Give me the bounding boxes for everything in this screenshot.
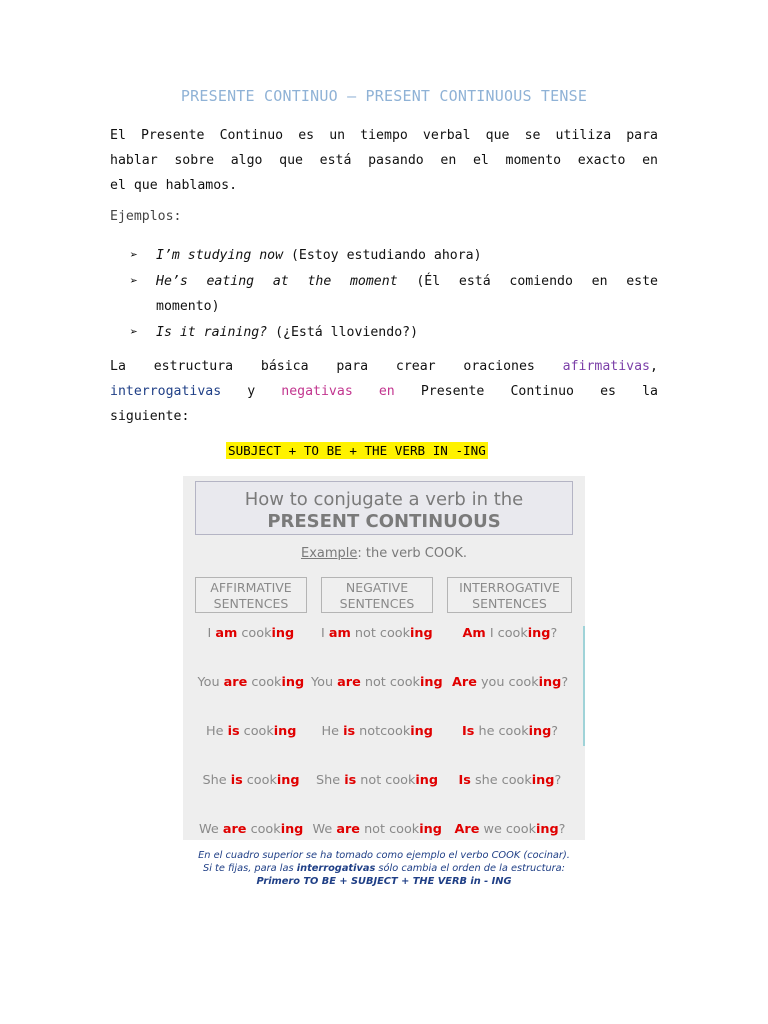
conjugation-cell-aff: We are cooking xyxy=(199,822,304,837)
list-item xyxy=(130,243,658,268)
conjugation-cell-aff: You are cooking xyxy=(197,675,305,690)
conjugation-cell-int: Are we cooking? xyxy=(454,822,566,837)
conjugation-cell-neg: We are not cooking xyxy=(312,822,442,837)
negativas-word: negativas xyxy=(281,384,353,399)
caption-line: Si te fijas, para las interrogativas sólo cambia el orden de la estructura: xyxy=(203,863,565,874)
example-spanish: (¿Está lloviendo?) xyxy=(267,325,419,340)
conjugation-cell-int: Are you cooking? xyxy=(452,675,569,690)
conjugation-cell-neg: She is not cooking xyxy=(316,773,439,788)
list-item xyxy=(130,320,658,345)
afirmativas-word: afirmativas xyxy=(562,359,650,374)
column-header-affirmative: AFFIRMATIVE SENTENCES xyxy=(195,577,307,613)
caption-line: Primero TO BE + SUBJECT + THE VERB in - ING xyxy=(256,876,512,887)
chart-header-line: How to conjugate a verb in the xyxy=(244,489,524,510)
structure-formula: SUBJECT + TO BE + THE VERB IN -ING xyxy=(228,443,486,458)
conjugation-cell-aff: He is cooking xyxy=(206,724,297,739)
intro-paragraph xyxy=(110,123,658,198)
conjugation-cell-int: Is he cooking? xyxy=(462,724,559,739)
chart-header-box xyxy=(195,481,573,535)
caption-line: En el cuadro superior se ha tomado como ejemplo el verbo COOK (cocinar). xyxy=(198,850,570,861)
intro-line: El Presente Continuo es un tiempo verbal que se utiliza para xyxy=(110,128,658,143)
column-header-interrogative: INTERROGATIVE SENTENCES xyxy=(447,577,572,613)
conjugation-cell-int: Is she cooking? xyxy=(458,773,562,788)
conjugation-cell-neg: I am not cooking xyxy=(321,626,433,641)
conjugation-cell-aff: I am cooking xyxy=(207,626,295,641)
conjugation-cell-neg: You are not cooking xyxy=(311,675,443,690)
arrow-bullet-icon: ➢ xyxy=(130,325,138,340)
chart-example-line: Example: the verb COOK. xyxy=(300,546,467,561)
conjugation-cell-neg: He is notcooking xyxy=(321,724,433,739)
conjugation-chart-image xyxy=(183,476,585,840)
column-header-negative: NEGATIVE SENTENCES xyxy=(321,577,433,613)
conjugation-cell-aff: She is cooking xyxy=(202,773,300,788)
image-edge-line xyxy=(583,626,585,746)
example-english: I’m studying now xyxy=(156,248,284,263)
structure-paragraph xyxy=(110,354,658,429)
arrow-bullet-icon: ➢ xyxy=(130,248,138,263)
structure-line: siguiente: xyxy=(110,409,190,424)
intro-line: hablar sobre algo que está pasando en el momento exacto en xyxy=(110,153,658,168)
interrogativas-word: interrogativas xyxy=(110,384,222,399)
list-item xyxy=(130,269,658,319)
conjugation-cell-int: Am I cooking? xyxy=(462,626,558,641)
intro-line: el que hablamos. xyxy=(110,178,238,193)
structure-line: interrogativas y negativas en Presente Continuo es la xyxy=(110,384,658,399)
examples-label: Ejemplos: xyxy=(110,209,182,224)
page-title: PRESENTE CONTINUO – PRESENT CONTINUOUS TENSE xyxy=(180,87,588,105)
example-spanish-cont: momento) xyxy=(156,299,220,314)
chart-header-line: PRESENT CONTINUOUS xyxy=(267,511,501,532)
example-english: He’s eating at the moment xyxy=(156,274,398,289)
arrow-bullet-icon: ➢ xyxy=(130,274,138,289)
example-spanish: (Él está comiendo en este xyxy=(397,274,658,289)
examples-list xyxy=(130,243,658,346)
structure-line: La estructura básica para crear oraciones afirmativas, xyxy=(110,359,658,374)
example-spanish: (Estoy estudiando ahora) xyxy=(283,248,482,263)
example-english: Is it raining? xyxy=(156,325,268,340)
